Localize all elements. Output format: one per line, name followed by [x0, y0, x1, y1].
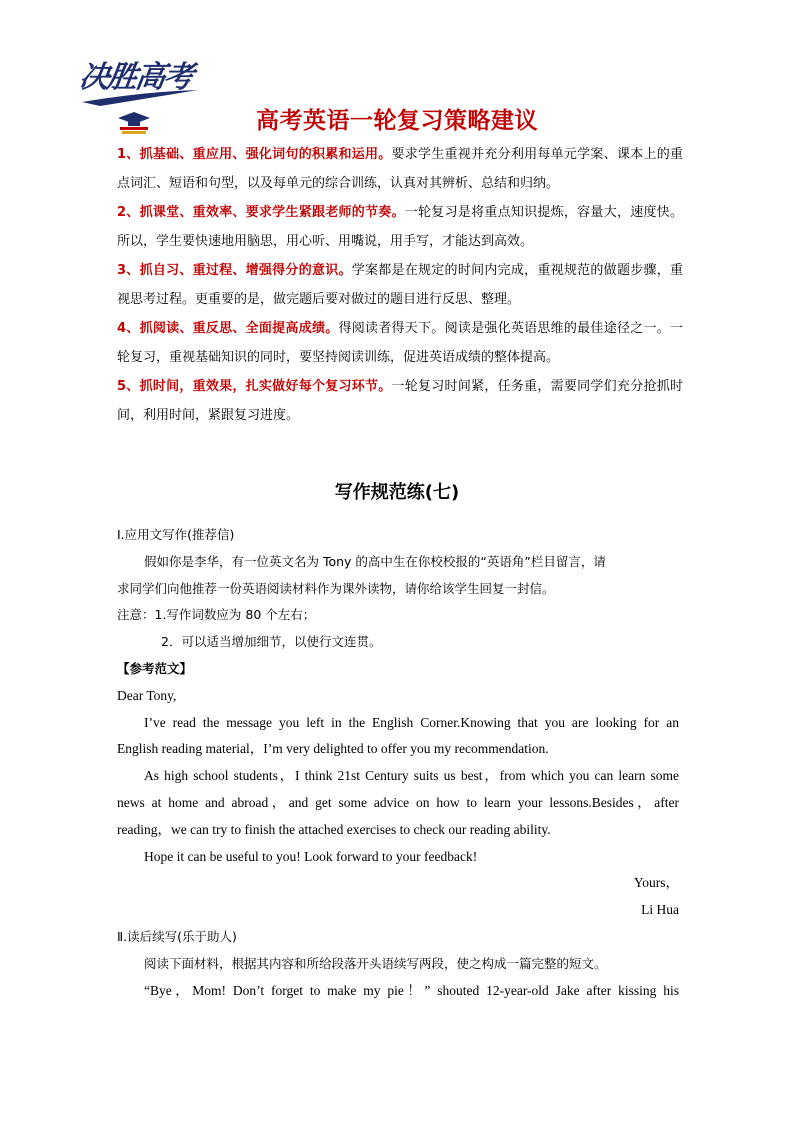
- letter-line: news at home and abroad，and get some advice on how to learn your lessons.Besides，after: [117, 794, 679, 810]
- strategy-point: [117, 372, 683, 430]
- part2-prompt: 阅读下面材料，根据其内容和所给段落开头语续写两段，使之构成一篇完整的短文。: [144, 955, 607, 971]
- letter-closing: Yours，: [633, 875, 679, 891]
- reference-label: 【参考范文】: [117, 660, 193, 676]
- strategy-text: 得阅读者得天下。阅读是强化英语思维的最佳途径之一。一轮复习，重视基础知识的同时，要坚持阅读训练，促进英语成绩的整体提高。: [117, 321, 683, 365]
- strategy-text: 一轮复习是将重点知识提炼，容量大，速度快。所以，学生要快速地用脑思，用心听、用嘴说，用手写，才能达到高效。: [117, 205, 683, 249]
- strategy-heading: 5、抓时间，重效果，扎实做好每个复习环节。: [117, 379, 392, 394]
- strategy-text: 要求学生重视并充分利用每单元学案、课本上的重点词汇、短语和句型，以及每单元的综合训练，认真对其辨析、总结和归纳。: [117, 147, 683, 191]
- strategy-point: [117, 198, 683, 256]
- story-line: “Bye，Mom! Don’t forget to make my pie！” shouted 12-year-old Jake after kissing his: [144, 982, 679, 998]
- part1-note: 2．可以适当增加细节，以使行文连贯。: [161, 634, 382, 650]
- strategy-point: [117, 256, 683, 314]
- strategy-text: 学案都是在规定的时间内完成，重视规范的做题步骤，重视思考过程。更重要的是，做完题后要对做过的题目进行反思、整理。: [117, 263, 683, 307]
- part2-heading: Ⅱ.读后续写(乐于助人): [117, 928, 237, 944]
- letter-line: I’ve read the message you left in the English Corner.Knowing that you are looking for an: [144, 714, 679, 730]
- strategy-text: 一轮复习时间紧，任务重，需要同学们充分抢抓时间，利用时间，紧跟复习进度。: [117, 379, 683, 423]
- strategy-heading: 3、抓自习、重过程、增强得分的意识。: [117, 263, 352, 278]
- letter-line: reading，we can try to finish the attached exercises to check our reading ability.: [117, 821, 551, 837]
- letter-line: As high school students，I think 21st Century suits us best，from which you can learn some: [144, 768, 679, 784]
- part1-note: 注意：1.写作词数应为 80 个左右；: [117, 607, 316, 623]
- strategy-heading: 2、抓课堂、重效率、要求学生紧跟老师的节奏。: [117, 205, 405, 220]
- part1-heading: Ⅰ.应用文写作(推荐信): [117, 527, 235, 542]
- main-title: 高考英语一轮复习策略建议: [256, 108, 538, 134]
- letter-line: Hope it can be useful to you! Look forward to your feedback!: [144, 848, 478, 864]
- part1-prompt-line: 假如你是李华，有一位英文名为 Tony 的高中生在你校校报的“英语角”栏目留言，请: [144, 553, 606, 569]
- strategy-heading: 1、抓基础、重应用、强化词句的积累和运用。: [117, 147, 392, 162]
- part1-prompt-line: 求同学们向他推荐一份英语阅读材料作为课外读物，请你给该学生回复一封信。: [117, 580, 555, 596]
- section-title: 写作规范练(七): [334, 482, 460, 503]
- letter-signature: Li Hua: [641, 902, 679, 918]
- strategy-heading: 4、抓阅读、重反思、全面提高成绩。: [117, 321, 339, 336]
- strategy-point: [117, 140, 683, 198]
- exercise-body: [117, 522, 679, 1004]
- letter-greeting: Dear Tony,: [117, 687, 177, 703]
- letter-line: English reading material，I’m very delighted to offer you my recommendation.: [117, 741, 549, 757]
- logo-text: 决胜高考: [77, 60, 194, 95]
- strategy-point: [117, 314, 683, 372]
- strategy-list: [117, 140, 683, 430]
